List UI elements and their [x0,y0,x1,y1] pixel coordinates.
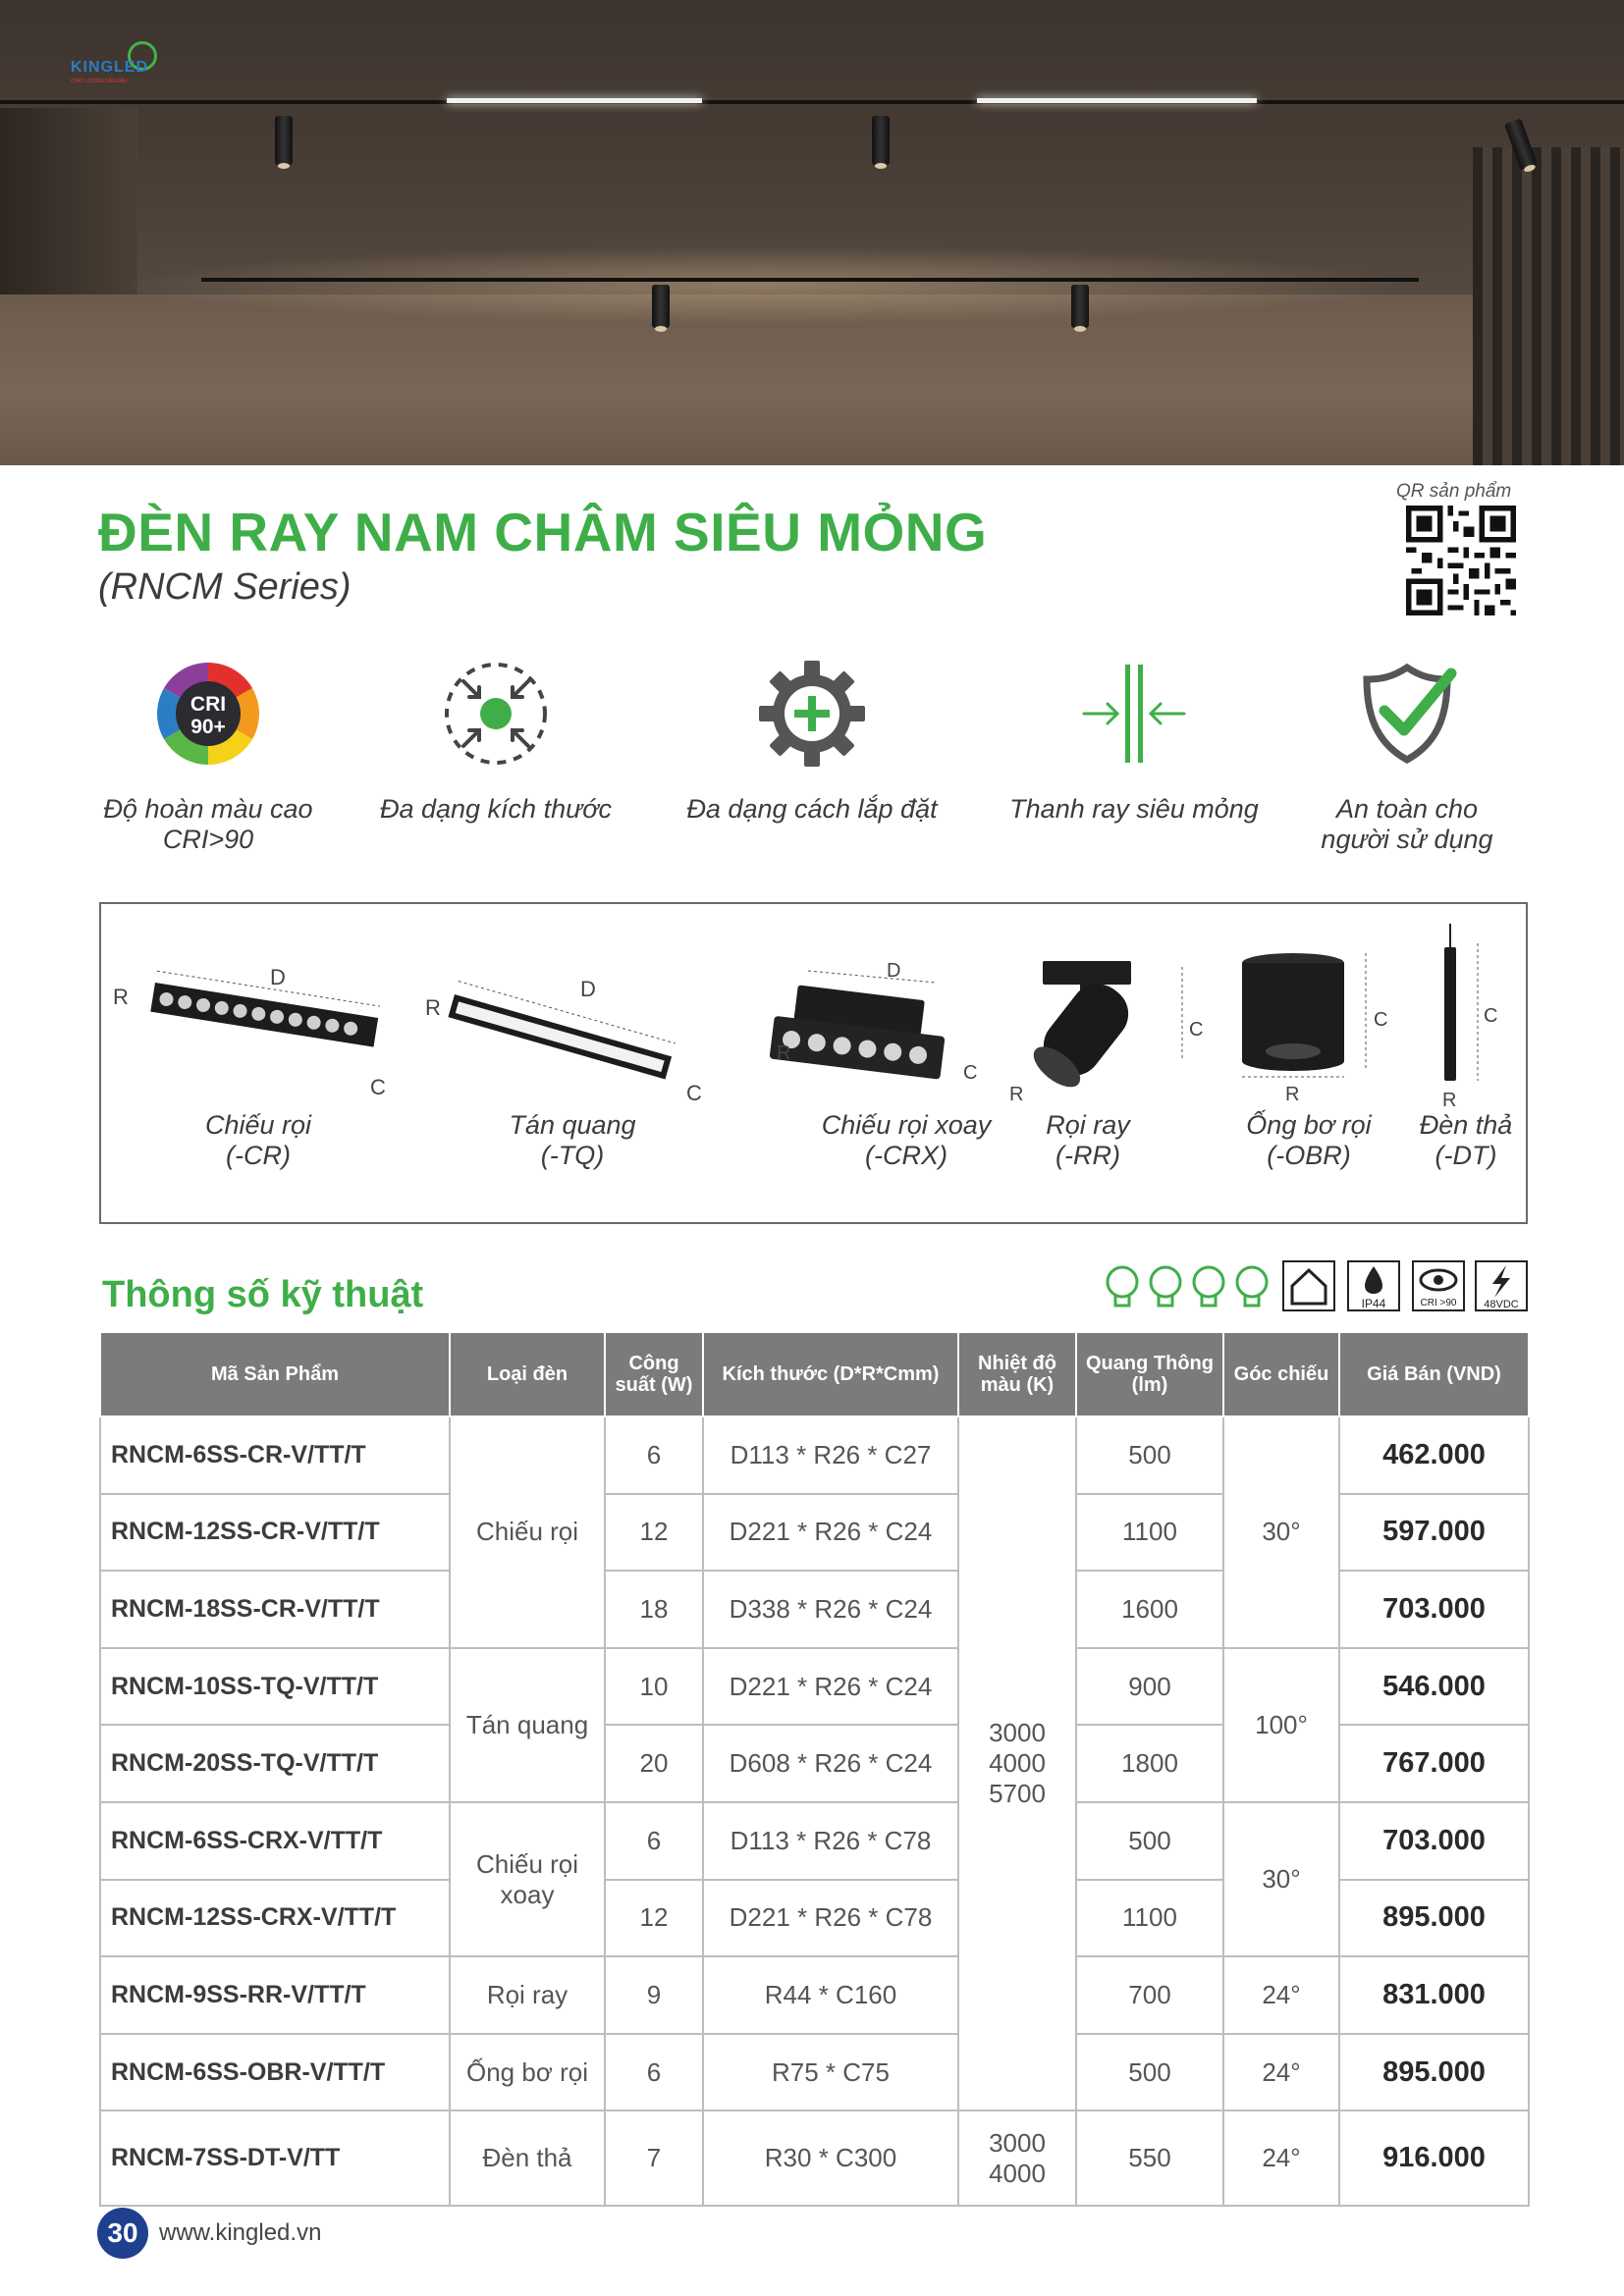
lumen: 1100 [1076,1880,1223,1957]
voltage-icon [1475,1260,1528,1311]
lamp-type: Đèn thả [450,2110,605,2206]
product-cr [101,904,415,1226]
size: R44 * C160 [703,1956,958,2034]
ceiling [0,0,1624,108]
price: 767.000 [1339,1725,1529,1802]
beam-angle: 24° [1223,1956,1339,2034]
beam-angle: 24° [1223,2034,1339,2111]
col-header-size: Kích thước (D*R*Cmm) [703,1332,958,1416]
product-label: Ống bơ rọi (-OBR) [1246,1110,1372,1170]
qr-label: QR sản phẩm [1396,481,1512,502]
col-header-lumen: Quang Thông (lm) [1076,1332,1223,1416]
lamp-type: Ống bơ rọi [450,2034,605,2111]
product-label: Chiếu rọi (-CR) [204,1110,312,1170]
light-glow [118,245,1414,324]
price: 462.000 [1339,1416,1529,1494]
price: 703.000 [1339,1802,1529,1880]
power: 12 [605,1880,703,1957]
size: R30 * C300 [703,2110,958,2206]
beam-angle: 30° [1223,1802,1339,1956]
lumen: 1600 [1076,1571,1223,1648]
product-code: RNCM-18SS-CR-V/TT/T [100,1571,450,1648]
diffuser-bar-image [406,904,739,1105]
table-row [100,1648,1529,1726]
dim-d-label: D [887,960,901,982]
dim-r-label: R [1285,1084,1300,1105]
product-label: Tán quang (-TQ) [509,1110,636,1170]
track-spotlight [652,285,670,328]
cri-label: CRI >90 [1420,1298,1457,1308]
feature-install [675,660,949,825]
feature-label: Đa dạng kích thước [379,794,613,824]
track-spotlight [1071,285,1089,328]
table-row [100,2034,1529,2111]
power: 6 [605,2034,703,2111]
eco-bulbs-badge [1104,1260,1275,1311]
spec-table [99,1331,1530,2207]
lamp-type: Chiếu rọi [450,1416,605,1648]
indoor-home-icon [1282,1260,1335,1311]
linear-light [977,98,1257,103]
size: D113 * R26 * C78 [703,1802,958,1880]
lamp-type: Chiếu rọi xoay [450,1802,605,1956]
dim-c-label: C [686,1081,702,1105]
lumen: 1800 [1076,1725,1223,1802]
product-code: RNCM-10SS-TQ-V/TT/T [100,1648,450,1726]
price: 895.000 [1339,1880,1529,1957]
power: 7 [605,2110,703,2206]
lumen: 500 [1076,1802,1223,1880]
ceiling-track [0,100,1624,104]
website-link[interactable]: www.kingled.vn [159,2219,322,2246]
dim-r-label: R [1442,1090,1457,1111]
col-header-type: Loại đèn [450,1332,605,1416]
feature-label: Thanh ray siêu mỏng [1009,794,1259,824]
product-code: RNCM-20SS-TQ-V/TT/T [100,1725,450,1802]
pendant-light-image [1407,904,1525,1111]
product-code: RNCM-6SS-CR-V/TT/T [100,1416,450,1494]
feature-cri [71,660,346,855]
dim-r-label: R [425,995,441,1020]
ip44-icon [1347,1260,1400,1311]
linear-light [447,98,702,103]
lumen: 500 [1076,2034,1223,2111]
ip44-label: IP44 [1361,1297,1386,1310]
price: 546.000 [1339,1648,1529,1726]
cri-badge-line2: 90+ [190,716,226,738]
power: 9 [605,1956,703,2034]
eye-cri-icon [1412,1260,1465,1311]
power: 18 [605,1571,703,1648]
lumen: 500 [1076,1416,1223,1494]
power: 12 [605,1494,703,1572]
ceiling-track [201,278,1419,282]
track-spotlight [275,116,293,165]
product-tq [406,904,739,1226]
feature-label: Độ hoàn màu cao CRI>90 [103,794,313,854]
color-temperature: 3000 4000 [958,2110,1076,2206]
size: D338 * R26 * C24 [703,1571,958,1648]
cri-90-icon [154,660,262,768]
track-spot-image [1000,904,1204,1105]
lumen: 900 [1076,1648,1223,1726]
expand-size-icon [442,660,550,768]
product-label: Chiếu rọi xoay (-CRX) [821,1110,992,1170]
product-code: RNCM-6SS-OBR-V/TT/T [100,2034,450,2111]
product-code: RNCM-9SS-RR-V/TT/T [100,1956,450,2034]
feature-thin-rail [997,660,1272,825]
qr-code[interactable] [1406,506,1516,615]
shield-check-icon [1353,660,1461,768]
product-code: RNCM-12SS-CR-V/TT/T [100,1494,450,1572]
size: D608 * R26 * C24 [703,1725,958,1802]
col-header-cct: Nhiệt độ màu (K) [958,1332,1076,1416]
series-subtitle: (RNCM Series) [98,566,352,608]
dim-c-label: C [1189,1019,1204,1041]
product-code: RNCM-12SS-CRX-V/TT/T [100,1880,450,1957]
price: 703.000 [1339,1571,1529,1648]
brand-tagline: CHẤT LƯỢNG DẪN ĐẦU [71,79,128,84]
product-dt [1407,904,1525,1226]
gear-plus-icon [758,660,866,768]
price: 831.000 [1339,1956,1529,2034]
product-label: Đèn thả (-DT) [1419,1110,1513,1170]
dim-r-label: R [1009,1084,1024,1105]
brand-logo-text: KINGLED [71,59,148,76]
page-number: 30 [97,2208,148,2259]
col-header-power: Công suất (W) [605,1332,703,1416]
beam-angle: 30° [1223,1416,1339,1648]
feature-size [358,660,633,825]
table-row [100,1802,1529,1880]
spec-title: Thông số kỹ thuật [102,1274,424,1315]
table-header-row [100,1332,1529,1416]
price: 597.000 [1339,1494,1529,1572]
dim-r-label: R [777,1042,791,1064]
product-obr [1220,904,1397,1226]
dim-d-label: D [270,965,286,989]
product-code: RNCM-7SS-DT-V/TT [100,2110,450,2206]
feature-safety [1270,660,1544,855]
col-header-price: Giá Bán (VND) [1339,1332,1529,1416]
lumen: 550 [1076,2110,1223,2206]
lumen: 700 [1076,1956,1223,2034]
dim-d-label: D [580,977,596,1001]
table-row [100,1956,1529,2034]
size: D221 * R26 * C78 [703,1880,958,1957]
size: D113 * R26 * C27 [703,1416,958,1494]
track-spotlight [872,116,890,165]
feature-label: Đa dạng cách lắp đặt [686,794,938,824]
product-code: RNCM-6SS-CRX-V/TT/T [100,1802,450,1880]
power: 10 [605,1648,703,1726]
dim-c-label: C [1374,1009,1388,1031]
voltage-label: 48VDC [1484,1299,1519,1310]
dim-c-label: C [963,1062,978,1084]
cylinder-spot-image [1220,904,1397,1105]
page-title: ĐÈN RAY NAM CHÂM SIÊU MỎNG [98,502,988,562]
size: D221 * R26 * C24 [703,1494,958,1572]
hero-image [0,0,1624,465]
lumen: 1100 [1076,1494,1223,1572]
feature-label: An toàn cho người sử dụng [1321,794,1493,854]
product-rr [1000,904,1204,1226]
power: 20 [605,1725,703,1802]
power: 6 [605,1416,703,1494]
dim-r-label: R [113,985,129,1009]
lamp-type: Rọi ray [450,1956,605,2034]
price: 916.000 [1339,2110,1529,2206]
table-row [100,2110,1529,2206]
beam-angle: 24° [1223,2110,1339,2206]
dim-c-label: C [1484,1005,1498,1027]
slatted-wall [1473,147,1624,465]
thin-rail-icon [1080,660,1188,768]
color-temperature: 3000 4000 5700 [958,1416,1076,2110]
size: D221 * R26 * C24 [703,1648,958,1726]
table-row [100,1416,1529,1494]
price: 895.000 [1339,2034,1529,2111]
lamp-type: Tán quang [450,1648,605,1802]
beam-angle: 100° [1223,1648,1339,1802]
power: 6 [605,1802,703,1880]
size: R75 * C75 [703,2034,958,2111]
cri-badge-line1: CRI [189,693,227,716]
spotlight-bar-image [101,904,415,1100]
dim-c-label: C [370,1075,386,1099]
col-header-code: Mã Sản Phẩm [100,1332,450,1416]
brand-logo [71,39,169,86]
product-label: Rọi ray (-RR) [1046,1110,1130,1170]
col-header-angle: Góc chiếu [1223,1332,1339,1416]
product-variants-box [99,902,1528,1224]
